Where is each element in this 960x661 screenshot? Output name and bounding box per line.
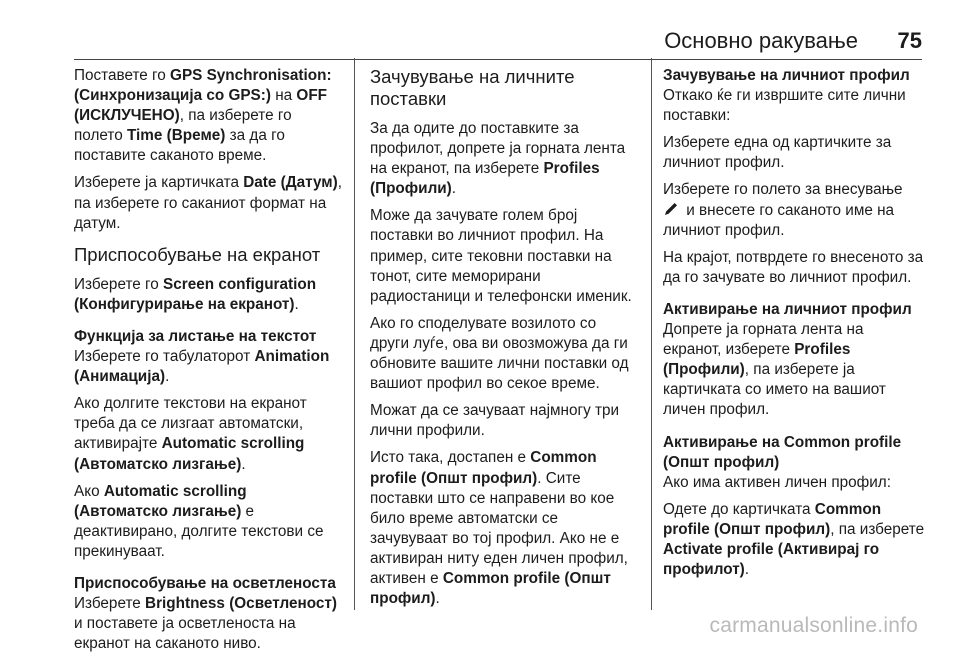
paragraph: Изберете го Screen configuration (Конфигурирање на екранот). [74, 275, 317, 313]
paragraph: Исто така, достапен е Common profile (Општ профил). Сите поставки што се направени во кое било време автоматски се зачувуваат во тој профил. Ако не е активиран ниту еден личен профил, активен е Common profile (Општ профил). [370, 449, 628, 608]
paragraph: За да одите до поставките за профилот, допрете ја горната лента на екранот, па изберете Profiles (Профили). [370, 120, 626, 198]
header-divider [74, 59, 922, 60]
paragraph: Изберете една од картичките за личниот профил. [663, 134, 892, 172]
page-header [0, 28, 960, 58]
section-heading: Приспособување на екранот [74, 243, 321, 265]
paragraph: Ако го споделувате возилото со други луѓе, ова ви овозможува да ги обновите вашите лични поставки од вашиот профил во секое време. [370, 314, 629, 393]
section-heading: Зачувување на личните поставки [370, 66, 575, 109]
paragraph: Изберете го табулаторот Animation (Анимација). [74, 348, 330, 386]
paragraph: Откако ќе ги извршите сите лични поставки: [663, 87, 906, 125]
column-left [74, 66, 344, 661]
paragraph: Изберете ја картичката Date (Датум), па изберете го саканиот формат на датум. [74, 174, 342, 232]
subsection-heading: Приспособување на осветленоста [74, 574, 336, 592]
subsection-heading: Зачувување на личниот профил [663, 67, 910, 84]
column-right [663, 66, 925, 587]
paragraph: Изберете Brightness (Осветленост) и поставете ја осветленоста на екранот на саканото ниво. [74, 595, 337, 653]
subsection-heading: Активирање на Common profile (Општ профил) [663, 433, 902, 471]
paragraph: Одете до картичката Common profile (Општ профил), па изберете Activate profile (Активирај го профилот). [663, 500, 925, 579]
subsection-heading: Активирање на личниот профил [663, 300, 912, 318]
watermark: carmanualsonline.info [709, 614, 918, 637]
paragraph: Изберете го полето за внесување и внесете го саканото име на личниот профил. [663, 181, 903, 239]
paragraph: Ако има активен личен профил: [663, 473, 891, 491]
subsection-heading: Функција за листање на текстот [74, 327, 317, 345]
paragraph: Ако долгите текстови на екранот треба да се лизгаат автоматски, активирајте Automatic scrolling (Автоматско лизгање). [74, 395, 307, 473]
paragraph: Допрете ја горната лента на екранот, изберете Profiles (Профили), па изберете ја картичката со името на вашиот личен профил. [663, 321, 886, 419]
paragraph: Може да зачувате голем број поставки во личниот профил. На пример, сите тековни поставки на тонот, сите меморирани радиостаници и телефонски именик. [370, 207, 632, 305]
paragraph: Можат да се зачуваат најмногу три лични профили. [370, 402, 620, 440]
page-number: 75 [897, 28, 922, 53]
column-divider-1 [354, 58, 355, 610]
page-title: Основно ракување [664, 28, 858, 53]
paragraph: Поставете го GPS Synchronisation: (Синхронизација со GPS:) на OFF (ИСКЛУЧЕНО), па изберете го полето Time (Време) за да го поставите саканото време. [74, 67, 332, 165]
paragraph: На крајот, потврдете го внесеното за да го зачувате во личниот профил. [663, 248, 924, 286]
paragraph: Ако Automatic scrolling (Автоматско лизгање) е деактивирано, долгите текстови се прекинуваат. [74, 482, 324, 560]
pencil-icon [663, 201, 679, 217]
column-divider-2 [651, 58, 652, 610]
column-middle [370, 66, 638, 616]
